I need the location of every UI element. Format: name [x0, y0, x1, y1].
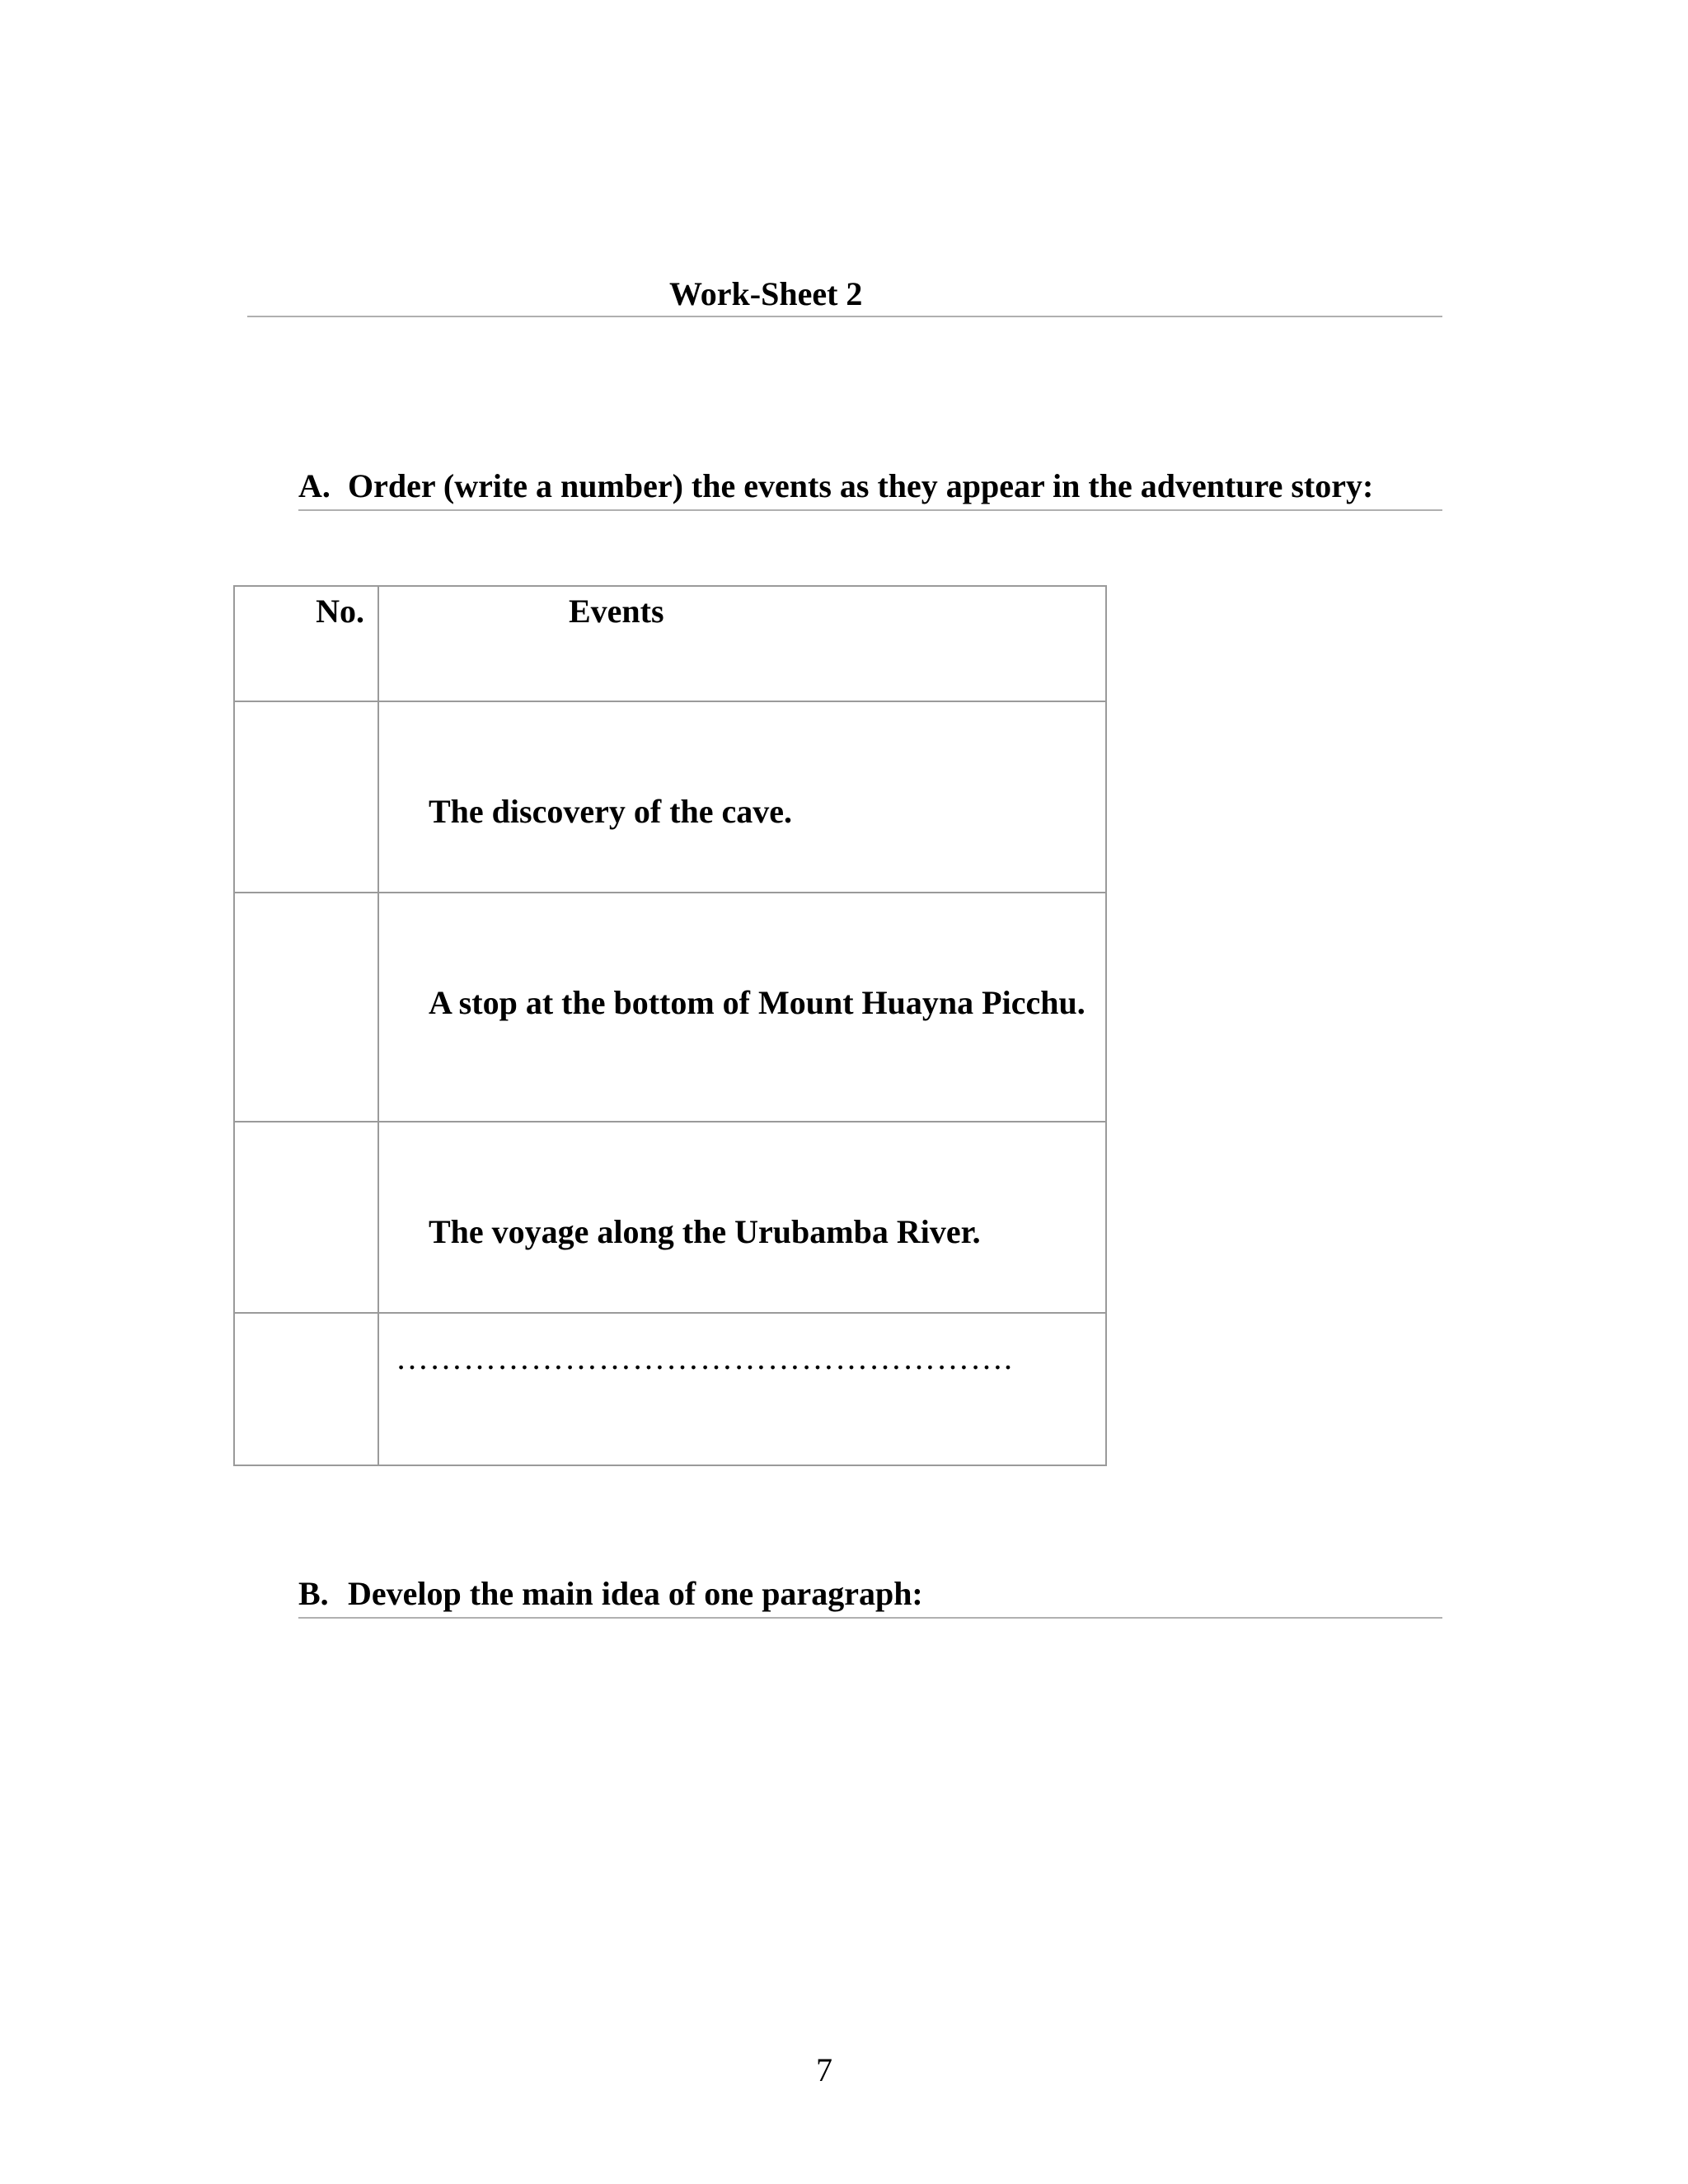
number-cell[interactable]: [234, 1122, 378, 1313]
header-no-label: No.: [316, 593, 364, 630]
event-text: The discovery of the cave.: [429, 793, 793, 830]
section-b-letter: B.: [298, 1575, 329, 1612]
event-blank-cell[interactable]: [378, 1313, 1106, 1465]
worksheet-title: [247, 268, 1442, 317]
worksheet-title-text: Work-Sheet 2: [669, 275, 863, 312]
table-row: [234, 701, 1106, 893]
section-a-letter: A.: [298, 467, 331, 504]
section-b-text: Develop the main idea of one paragraph:: [348, 1575, 923, 1612]
events-table: [233, 585, 1107, 1466]
table-row: [234, 1313, 1106, 1465]
section-b-heading: [298, 1569, 1442, 1619]
header-events-label: Events: [569, 593, 664, 630]
section-a-text: Order (write a number) the events as they appear in the adventure story:: [348, 467, 1374, 504]
event-cell: [378, 701, 1106, 893]
event-blank-dots: ……………………………………………….: [396, 1339, 1013, 1376]
event-text: A stop at the bottom of Mount Huayna Picchu.: [429, 984, 1085, 1021]
header-no: [234, 586, 378, 701]
event-cell: [378, 1122, 1106, 1313]
number-cell[interactable]: [234, 893, 378, 1122]
table-header-row: [234, 586, 1106, 701]
section-b-instruction: [298, 1574, 923, 1613]
section-a-instruction: [298, 466, 1373, 505]
page-number: 7: [816, 2051, 832, 2088]
number-cell[interactable]: [234, 1313, 378, 1465]
table-row: [234, 893, 1106, 1122]
event-text: The voyage along the Urubamba River.: [429, 1213, 981, 1250]
table-row: [234, 1122, 1106, 1313]
event-cell: [378, 893, 1106, 1122]
section-a-heading: [298, 462, 1442, 511]
header-events: [378, 586, 1106, 701]
number-cell[interactable]: [234, 701, 378, 893]
